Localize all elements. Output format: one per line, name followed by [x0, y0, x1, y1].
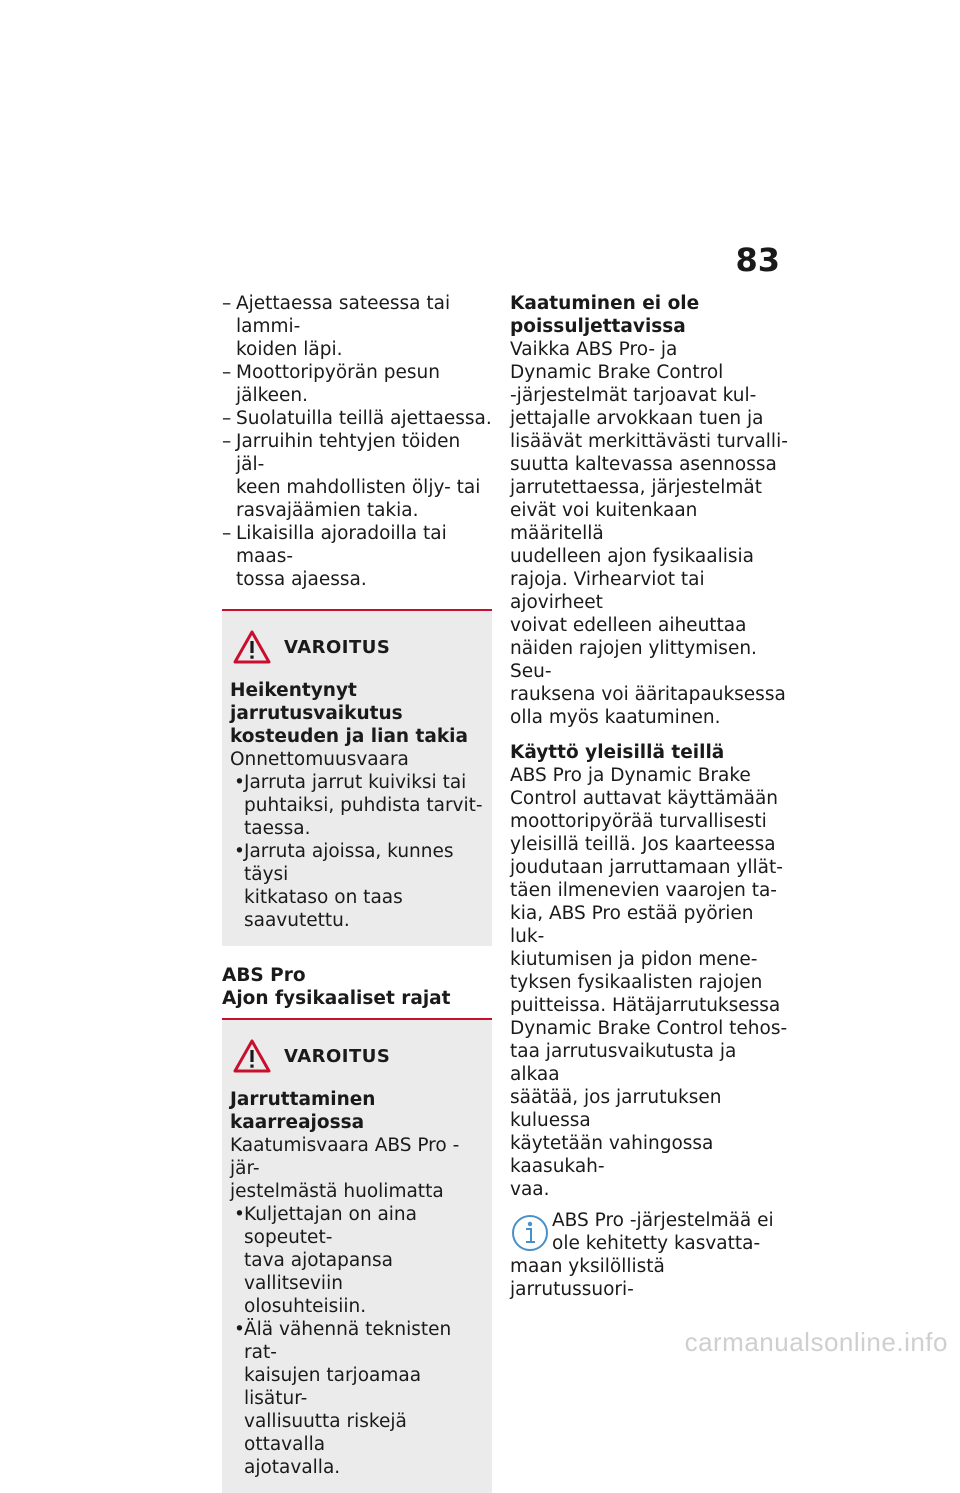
warning-box-cornering — [222, 1018, 492, 1493]
section-body: Vaikka ABS Pro- ja Dynamic Brake Control -järjestelmät tarjoavat kul- jettajalle arvokkaan tuen ja lisäävät merkittävästi turvalli- suutta kaltevassa asennossa jarrutettaessa, järjestelmät eivät voi kuitenkaan määritellä uudelleen ajon fysikaalisia rajoja. Virhearviot tai ajovirheet voivat edelleen aiheuttaa näiden rajojen ylittymisen. Seu- rauksena voi ääritapauksessa olla myös kaatuminen. — [510, 339, 788, 728]
page-number: 83 — [735, 241, 780, 279]
list-item: – Suolatuilla teillä ajettaessa. — [222, 408, 492, 429]
warning-box-wet-brakes — [222, 609, 492, 946]
warning-header — [230, 1038, 484, 1074]
warning-subtitle: Onnettomuusvaara — [230, 749, 409, 770]
note-text: maan yksilöllistä jarrutussuori- — [510, 1256, 665, 1300]
section-title: ABS Pro — [222, 965, 306, 986]
list-item: •Kuljettajan on aina sopeutet- tava ajotapansa vallitseviin olosuhteisiin. — [234, 1204, 417, 1317]
section-subtitle: Ajon fysikaaliset rajat — [222, 988, 451, 1009]
warning-bullets — [230, 771, 484, 932]
list-item: •Älä vähennä teknisten rat- kaisujen tarjoamaa lisätur- vallisuutta riskejä ottavalla ajotavalla. — [234, 1319, 452, 1478]
list-item: – Ajettaessa sateessa tai lammi- koiden läpi. — [222, 293, 451, 360]
left-column — [222, 292, 492, 1493]
section-heading: Käyttö yleisillä teillä — [510, 742, 725, 763]
info-icon — [510, 1213, 550, 1253]
warning-title: VAROITUS — [284, 636, 391, 658]
section-heading: Kaatuminen ei ole poissuljettavissa — [510, 293, 700, 337]
list-item: •Jarruta ajoissa, kunnes täysi kitkataso on taas saavutettu. — [234, 841, 454, 931]
warning-heading: Jarruttaminen kaarreajossa — [230, 1089, 376, 1133]
list-item: – Jarruihin tehtyjen töiden jäl- keen mahdollisten öljy- tai rasvajäämien takia. — [222, 431, 481, 521]
section-body: ABS Pro ja Dynamic Brake Control auttavat käyttämään moottoripyörää turvallisesti yleisillä teillä. Jos kaarteessa joudutaan jarruttamaan yllät- täen ilmenevien vaarojen ta- kia, ABS Pro estää pyörien luk- kiutumisen ja pidon mene- tyksen fysikaalisten rajojen puitteissa. Hätäjarrutuksessa Dynamic Brake Control tehos- taa jarrutusvaikutusta ja alkaa säätää, jos jarrutuksen kuluessa käytetään vahingossa kaasukah- vaa. — [510, 765, 788, 1200]
list-item: – Likaisilla ajoradoilla tai maas- tossa ajaessa. — [222, 523, 447, 590]
warning-title: VAROITUS — [284, 1045, 391, 1067]
warning-triangle-icon — [232, 1038, 272, 1074]
right-column — [510, 292, 790, 1301]
note-text: ABS Pro -järjestelmää ei ole kehitetty kasvatta- — [552, 1210, 774, 1254]
list-item: – Moottoripyörän pesun jälkeen. — [222, 362, 440, 406]
warning-subtitle: Kaatumisvaara ABS Pro -jär- jestelmästä huolimatta — [230, 1135, 460, 1202]
watermark-text: carmanualsonline.info — [684, 1327, 948, 1357]
condition-list — [222, 292, 492, 591]
warning-triangle-icon — [232, 629, 272, 665]
list-item: •Jarruta jarrut kuiviksi tai puhtaiksi, puhdista tarvit- taessa. — [234, 772, 483, 839]
warning-bullets — [230, 1203, 484, 1479]
warning-heading: Heikentynyt jarrutusvaikutus kosteuden ja lian takia — [230, 680, 468, 747]
warning-header — [230, 629, 484, 665]
info-note — [510, 1209, 790, 1301]
